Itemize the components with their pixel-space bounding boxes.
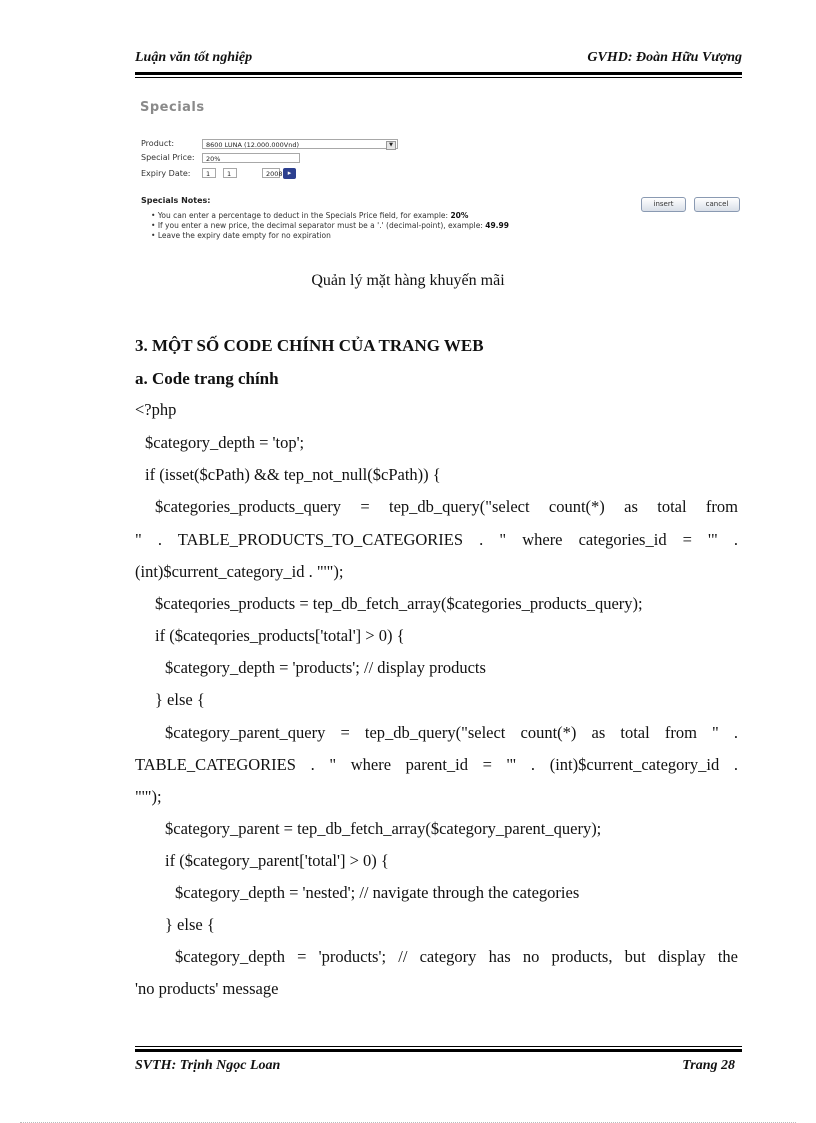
code-line: (int)$current_category_id . "'"); xyxy=(135,562,344,581)
code-line: $categories_products_query = tep_db_query("select count(*) as total from xyxy=(155,497,738,516)
figure-caption: Quản lý mặt hàng khuyến mãi xyxy=(311,272,505,289)
footer-student: SVTH: Trịnh Ngọc Loan xyxy=(135,1058,281,1073)
code-line: $cateqories_products = tep_db_fetch_array($categories_products_query); xyxy=(155,594,643,613)
header-divider xyxy=(135,72,742,75)
header-advisor: GVHD: Đoàn Hữu Vượng xyxy=(587,50,742,65)
page-footer xyxy=(135,1058,735,1080)
code-line: $category_depth = 'products'; // category has no products, but display the xyxy=(175,947,738,966)
chevron-down-icon: ▼ xyxy=(386,141,396,150)
expiry-day-input[interactable]: 1 xyxy=(202,168,216,178)
code-line: TABLE_CATEGORIES . " where parent_id = '" . (int)$current_category_id . xyxy=(135,755,738,774)
header-divider-thin xyxy=(135,77,742,78)
expiry-date-label: Expiry Date: xyxy=(141,169,191,178)
product-label: Product: xyxy=(141,139,175,148)
code-line: } else { xyxy=(165,915,215,934)
code-line: 'no products' message xyxy=(135,979,279,998)
calendar-icon[interactable]: ▸ xyxy=(283,168,296,179)
code-line: } else { xyxy=(155,690,205,709)
specials-admin-screenshot xyxy=(135,92,742,252)
cancel-button[interactable]: cancel xyxy=(694,197,740,212)
section-heading: 3. MỘT SỐ CODE CHÍNH CỦA TRANG WEB xyxy=(135,336,484,355)
header-thesis-title: Luận văn tốt nghiệp xyxy=(135,50,253,65)
code-line: " . TABLE_PRODUCTS_TO_CATEGORIES . " where categories_id = '" . xyxy=(135,530,738,549)
code-line: $category_depth = 'top'; xyxy=(145,433,305,452)
footer-divider xyxy=(135,1049,742,1052)
code-line: if ($category_parent['total'] > 0) { xyxy=(165,851,389,870)
code-line: $category_parent_query = tep_db_query("select count(*) as total from " . xyxy=(165,723,738,742)
page-header xyxy=(135,50,742,74)
expiry-year-input[interactable]: 2008 xyxy=(262,168,280,178)
product-select[interactable] xyxy=(202,139,398,149)
note-item: • You can enter a percentage to deduct in the Specials Price field, for example: 20% xyxy=(151,211,469,220)
footer-divider-thin xyxy=(135,1046,742,1047)
special-price-input[interactable]: 20% xyxy=(202,153,300,163)
code-line: if (isset($cPath) && tep_not_null($cPath)) { xyxy=(145,465,441,484)
insert-button[interactable]: insert xyxy=(641,197,686,212)
product-select-value: 8600 LUNA (12.000.000Vnd) xyxy=(206,141,300,149)
subsection-heading: a. Code trang chính xyxy=(135,369,279,388)
note-item: • Leave the expiry date empty for no expiration xyxy=(151,231,331,240)
code-line: $category_depth = 'nested'; // navigate through the categories xyxy=(175,883,580,902)
page-number: Trang 28 xyxy=(682,1058,735,1073)
special-price-label: Special Price: xyxy=(141,153,195,162)
code-line: "'"); xyxy=(135,787,162,806)
code-line: $category_depth = 'products'; // display products xyxy=(165,658,486,677)
code-line: <?php xyxy=(135,400,177,419)
expiry-month-input[interactable]: 1 xyxy=(223,168,237,178)
notes-title: Specials Notes: xyxy=(141,196,211,205)
note-item: • If you enter a new price, the decimal separator must be a '.' (decimal-point), example: 49.99 xyxy=(151,221,509,230)
specials-title: Specials xyxy=(140,100,205,115)
code-line: if ($cateqories_products['total'] > 0) { xyxy=(155,626,405,645)
code-line: $category_parent = tep_db_fetch_array($category_parent_query); xyxy=(165,819,602,838)
